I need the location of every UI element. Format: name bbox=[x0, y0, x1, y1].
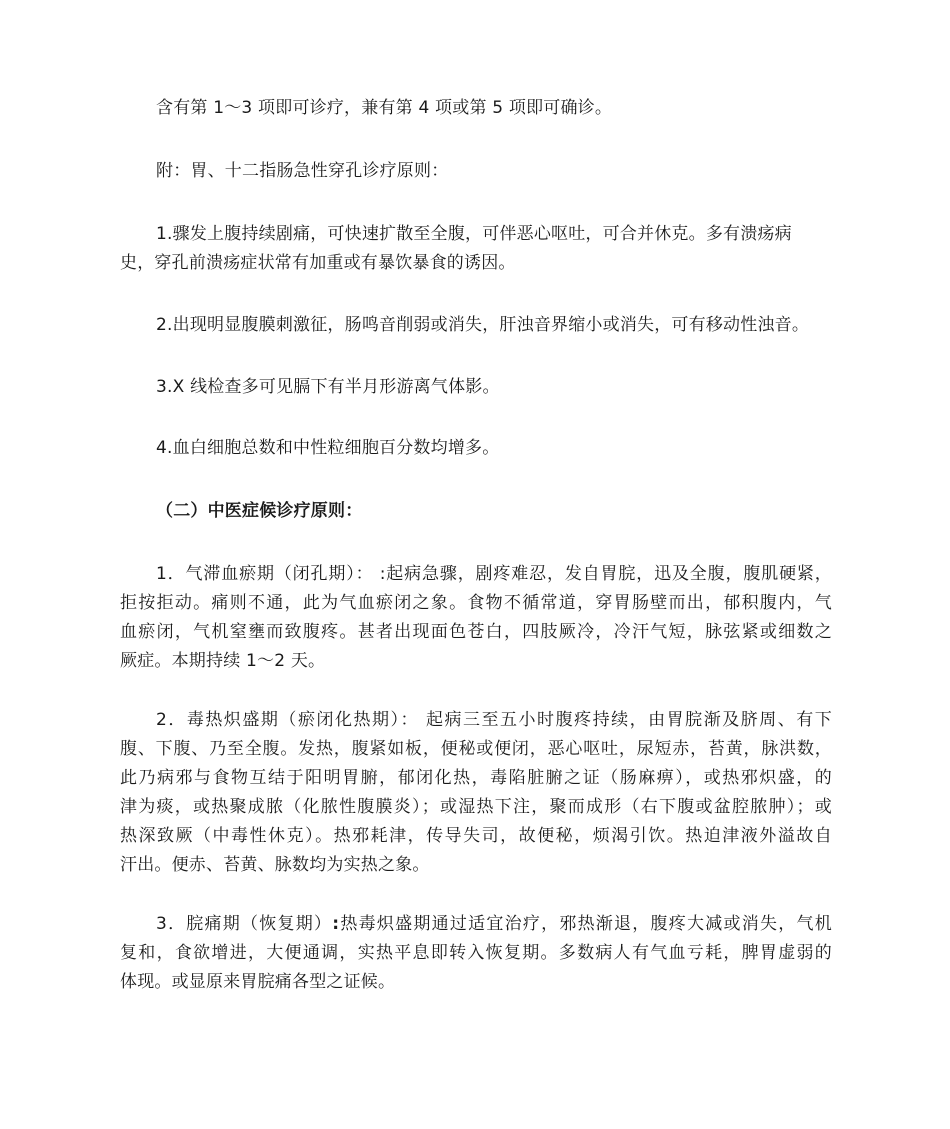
paragraph-item-1: 1.骤发上腹持续剧痛，可快速扩散至全腹，可伴恶心呕吐，可合并休克。多有溃疡病 史，穿孔前溃疡症状常有加重或有暴饮暴食的诱因。 bbox=[120, 224, 792, 273]
paragraph-diagnosis-criteria: 含有第 1～3 项即可诊疗，兼有第 4 项或第 5 项即可确诊。 bbox=[156, 98, 613, 118]
paragraph-item-4: 4.血白细胞总数和中性粒细胞百分数均增多。 bbox=[156, 438, 500, 458]
stage-3-first-line: 3．脘痛期（恢复期）:热毒炽盛期通过适宜治疗，邪热渐退，腹疼大减或消失，气机 bbox=[156, 914, 832, 934]
paragraph-appendix-title: 附：胃、十二指肠急性穿孔诊疗原则： bbox=[156, 161, 449, 181]
paragraph-item-3: 3.X 线检查多可见膈下有半月形游离气体影。 bbox=[156, 377, 500, 397]
section-heading: （二）中医症候诊疗原则： bbox=[156, 501, 363, 521]
paragraph-stage-2: 2．毒热炽盛期（瘀闭化热期）： 起病三至五小时腹疼持续，由胃脘渐及脐周、有下 腹、下腹、乃至全腹。发热，腹紧如板，便秘或便闭，恶心呕吐，尿短赤，苔黄，脉洪数， 此乃病邪与食物互结于阳明胃腑，郁闭化热，毒陷脏腑之证（肠麻痹），或热邪炽盛，的 津为痰，或热聚成脓（化脓性腹膜炎）；或湿热下注，聚而成形（右下腹或盆腔脓肿）；或 热深致厥（中毒性休克）。热邪耗津，传导失司，故便秘，烦渴引饮。热迫津液外溢故自 汗出。便赤、苔黄、脉数均为实热之象。 bbox=[120, 710, 832, 875]
paragraph-stage-1: 1．气滞血瘀期（闭孔期）： :起病急骤，剧疼难忍，发自胃脘，迅及全腹，腹肌硬紧， 拒按拒动。痛则不通，此为气血瘀闭之象。食物不循常道，穿胃肠壁而出，郁积腹内，气 血瘀闭，气机窒壅而致腹疼。甚者出现面色苍白，四肢厥冷，冷汗气短，脉弦紧或细数之 厥症。本期持续 1～2 天。 bbox=[120, 564, 832, 671]
paragraph-item-2: 2.出现明显腹膜刺激征，肠鸣音削弱或消失，肝浊音界缩小或消失，可有移动性浊音。 bbox=[156, 315, 810, 335]
paragraph-stage-3: 3．脘痛期（恢复期）:热毒炽盛期通过适宜治疗，邪热渐退，腹疼大减或消失，气机 复和，食欲增进，大便通调，实热平息即转入恢复期。多数病人有气血亏耗，脾胃虚弱的 体现。或显原来胃脘痛各型之证候。 bbox=[120, 910, 832, 997]
